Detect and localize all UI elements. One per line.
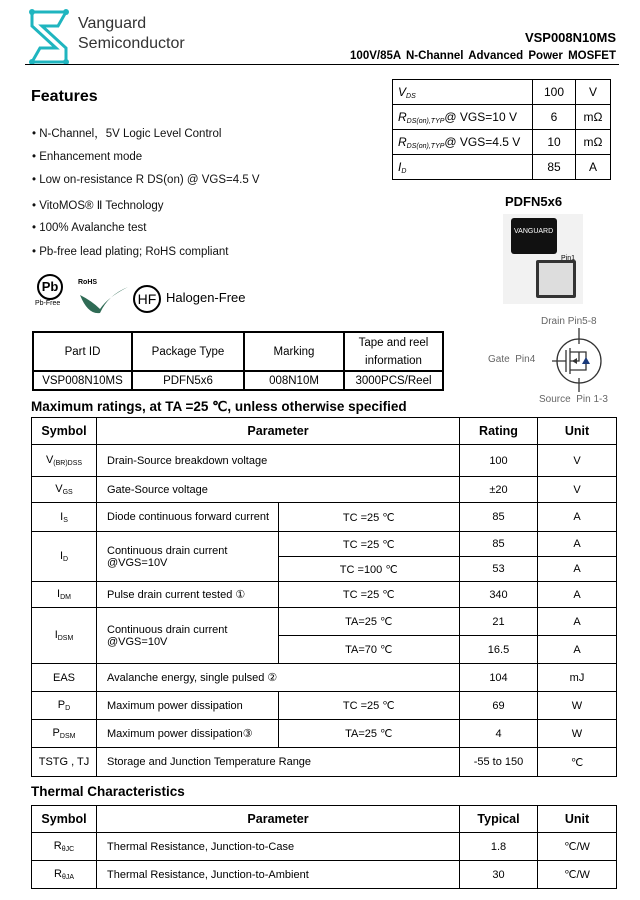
symbol-main: R (53, 840, 62, 852)
company-line1: Vanguard (78, 15, 147, 32)
max-ratings-title: Maximum ratings, at TA =25 ℃, unless otherwise specified (31, 399, 407, 414)
thermal-table (31, 805, 617, 889)
package-label: PDFN5x6 (505, 194, 563, 209)
symbol-cell (32, 582, 97, 608)
order-cell: 008N10M (244, 371, 344, 390)
spec-value: 10 (533, 130, 576, 155)
symbol-cell (32, 503, 97, 532)
symbol-main: P (52, 727, 60, 739)
symbol-main: I (59, 550, 63, 562)
rating-cell: 104 (460, 664, 538, 692)
symbol-main: P (57, 699, 66, 711)
unit-cell: V (538, 445, 617, 477)
spec-value: 85 (533, 155, 576, 180)
rating-row (32, 477, 617, 503)
header-cell: Symbol (32, 418, 97, 445)
symbol-sub: DSM (57, 635, 74, 642)
feature-text: N-Channel，5V Logic Level Control (39, 128, 222, 140)
spec-row (393, 80, 611, 105)
unit-cell: ℃/W (538, 861, 617, 889)
feature-item: • Enhancement mode (32, 151, 143, 163)
condition-cell: TC =25 ℃ (278, 532, 460, 557)
parameter-cell: Maximum power dissipation (97, 692, 279, 720)
condition-cell: TA=70 ℃ (278, 636, 460, 664)
header-cell: Unit (538, 806, 617, 833)
rating-cell: ±20 (460, 477, 538, 503)
pb-icon: Pb (37, 274, 63, 300)
unit-cell: A (538, 636, 617, 664)
key-spec-table (392, 79, 611, 180)
symbol-main: I (57, 588, 61, 600)
parameter-cell: Thermal Resistance, Junction-to-Case (97, 833, 460, 861)
rating-cell: 16.5 (460, 636, 538, 664)
spec-value: 100 (533, 80, 576, 105)
rating-cell: -55 to 150 (460, 748, 538, 777)
typical-cell: 1.8 (460, 833, 538, 861)
feature-text: Enhancement mode (39, 151, 143, 163)
spec-symbol (393, 130, 533, 155)
feature-item: • 100% Avalanche test (32, 222, 147, 234)
rating-cell: 100 (460, 445, 538, 477)
order-header: Part ID (33, 332, 132, 371)
mosfet-symbol-icon (548, 328, 610, 392)
unit-cell: W (538, 692, 617, 720)
parameter-cell: Avalanche energy, single pulsed ② (97, 664, 460, 692)
spec-value: 6 (533, 105, 576, 130)
halogen-free-label: Halogen-Free (166, 290, 246, 305)
pb-free-label: Pb-Free (35, 300, 61, 307)
symbol-cell (32, 532, 97, 582)
symbol-sub: D (63, 556, 69, 563)
header-cell: Unit (538, 418, 617, 445)
rating-row (32, 692, 617, 720)
symbol-main: R (53, 868, 62, 880)
rating-row (32, 582, 617, 608)
condition-cell: TA=25 ℃ (278, 720, 460, 748)
rating-cell: 4 (460, 720, 538, 748)
order-header: Marking (244, 332, 344, 371)
parameter-cell: Thermal Resistance, Junction-to-Ambient (97, 861, 460, 889)
symbol-sub: S (63, 516, 68, 524)
rating-row (32, 532, 617, 557)
feature-text: VitoMOS® Ⅱ Technology (39, 200, 164, 212)
source-text: Source (539, 394, 571, 405)
symbol-sub: DSM (59, 733, 76, 740)
subtitle: 100V/85A N-Channel Advanced Power MOSFET (350, 50, 616, 62)
symbol-main: R (398, 109, 407, 124)
rating-cell: 340 (460, 582, 538, 608)
spec-row (393, 130, 611, 155)
symbol-cell (32, 692, 97, 720)
feature-item: • Low on-resistance R DS(on) @ VGS=4.5 V (32, 174, 260, 186)
symbol-main: R (398, 134, 407, 149)
unit-cell: A (538, 503, 617, 532)
header-cell: Symbol (32, 806, 97, 833)
symbol-sub: θJC (61, 846, 75, 853)
rating-cell: 53 (460, 557, 538, 582)
symbol-main: V (398, 84, 407, 99)
drain-pin: Pin5-8 (567, 316, 597, 327)
feature-item: • Pb-free lead plating; RoHS compliant (32, 246, 229, 258)
order-cell: 3000PCS/Reel (344, 371, 443, 390)
chip-bottom (536, 260, 576, 298)
gate-label (488, 354, 535, 365)
feature-item: • N-Channel，5V Logic Level Control (32, 128, 222, 140)
spec-unit: A (576, 155, 611, 180)
rating-row (32, 608, 617, 636)
drain-text: Drain (541, 316, 565, 327)
ordering-table (32, 331, 444, 391)
unit-cell: A (538, 532, 617, 557)
source-label (539, 394, 608, 405)
symbol-main: EAS (52, 671, 75, 684)
symbol-main: V (45, 454, 54, 466)
part-number: VSP008N10MS (524, 30, 616, 45)
parameter-cell: Continuous drain current @VGS=10V (97, 532, 279, 582)
symbol-sub: DM (60, 594, 71, 601)
source-pin: Pin 1-3 (576, 394, 608, 405)
symbol-main: I (398, 159, 402, 174)
features-title: Features (31, 88, 98, 105)
rating-cell: 21 (460, 608, 538, 636)
max-ratings-table (31, 417, 617, 777)
feature-text: 100% Avalanche test (39, 222, 147, 234)
symbol-sub: (BR)DSS (53, 460, 83, 467)
unit-cell: V (538, 477, 617, 503)
header-cell: Rating (460, 418, 538, 445)
symbol-main: I (54, 629, 58, 641)
order-header: Package Type (132, 332, 244, 371)
symbol-main: V (55, 483, 63, 495)
rating-row (32, 503, 617, 532)
gate-pin: Pin4 (515, 354, 536, 365)
spec-symbol (393, 80, 533, 105)
spec-row (393, 105, 611, 130)
drain-label (541, 316, 597, 327)
feature-text: Low on-resistance R DS(on) @ VGS=4.5 V (39, 174, 260, 186)
symbol-sub: D (65, 705, 71, 712)
symbol-sub: DS (406, 92, 416, 100)
symbol-cell (32, 445, 97, 477)
symbol-sub: DS(on),TYP (406, 117, 445, 125)
rohs-check-icon (78, 285, 128, 315)
symbol-main: TSTG , TJ (38, 756, 90, 768)
symbol-cell (32, 608, 97, 664)
parameter-cell: Drain-Source breakdown voltage (97, 445, 460, 477)
header-cell: Parameter (97, 806, 460, 833)
condition-cell: TC =25 ℃ (278, 503, 460, 532)
feature-text: Pb-free lead plating; RoHS compliant (39, 246, 229, 258)
header-cell: Parameter (97, 418, 460, 445)
unit-cell: A (538, 608, 617, 636)
unit-cell: A (538, 582, 617, 608)
spec-row (393, 155, 611, 180)
vanguard-logo-icon (28, 8, 72, 66)
order-cell: PDFN5x6 (132, 371, 244, 390)
rating-cell: 69 (460, 692, 538, 720)
symbol-main: I (60, 510, 64, 523)
symbol-cell (32, 664, 97, 692)
parameter-cell: Pulse drain current tested ① (97, 582, 279, 608)
header-rule (25, 64, 619, 65)
parameter-cell: Maximum power dissipation③ (97, 720, 279, 748)
symbol-sub: D (401, 167, 407, 175)
unit-cell: W (538, 720, 617, 748)
rating-cell: 85 (460, 532, 538, 557)
thermal-row (32, 861, 617, 889)
condition-cell: TC =25 ℃ (278, 692, 460, 720)
pb-free-badge (35, 274, 69, 314)
spec-condition: @ VGS=4.5 V (444, 134, 521, 149)
gate-text: Gate (488, 354, 510, 365)
spec-unit: mΩ (576, 130, 611, 155)
unit-cell: A (538, 557, 617, 582)
symbol-sub: θJA (61, 874, 74, 881)
chip-top: VANGUARD (511, 218, 557, 254)
unit-cell: ℃ (538, 748, 617, 777)
spec-unit: mΩ (576, 105, 611, 130)
halogen-free-icon: HF (133, 285, 161, 313)
thermal-title: Thermal Characteristics (31, 784, 185, 799)
rating-cell: 85 (460, 503, 538, 532)
symbol-cell (32, 477, 97, 503)
symbol-cell (32, 748, 97, 777)
feature-item: • VitoMOS® Ⅱ Technology (32, 200, 164, 212)
symbol-cell (32, 720, 97, 748)
company-line2: Semiconductor (78, 35, 185, 52)
spec-symbol (393, 105, 533, 130)
spec-unit: V (576, 80, 611, 105)
pin1-label: Pin1 (561, 255, 576, 262)
rating-row (32, 664, 617, 692)
unit-cell: mJ (538, 664, 617, 692)
parameter-cell: Storage and Junction Temperature Range (97, 748, 460, 777)
parameter-cell: Diode continuous forward current (97, 503, 279, 532)
order-header: Tape and reel information (344, 332, 443, 371)
spec-condition: @ VGS=10 V (444, 109, 517, 124)
rohs-label: RoHS (78, 279, 98, 286)
rating-row (32, 720, 617, 748)
parameter-cell: Continuous drain current @VGS=10V (97, 608, 279, 664)
parameter-cell: Gate-Source voltage (97, 477, 460, 503)
header-cell: Typical (460, 806, 538, 833)
order-cell: VSP008N10MS (33, 371, 132, 390)
spec-symbol (393, 155, 533, 180)
unit-cell: ℃/W (538, 833, 617, 861)
symbol-sub: DS(on),TYP (406, 142, 445, 150)
typical-cell: 30 (460, 861, 538, 889)
thermal-row (32, 833, 617, 861)
condition-cell: TC =25 ℃ (278, 582, 460, 608)
package-image (503, 214, 583, 304)
symbol-sub: GS (62, 489, 73, 496)
symbol-cell (32, 833, 97, 861)
company-name (78, 14, 185, 54)
rating-row (32, 445, 617, 477)
condition-cell: TA=25 ℃ (278, 608, 460, 636)
rating-row (32, 748, 617, 777)
symbol-cell (32, 861, 97, 889)
condition-cell: TC =100 ℃ (278, 557, 460, 582)
